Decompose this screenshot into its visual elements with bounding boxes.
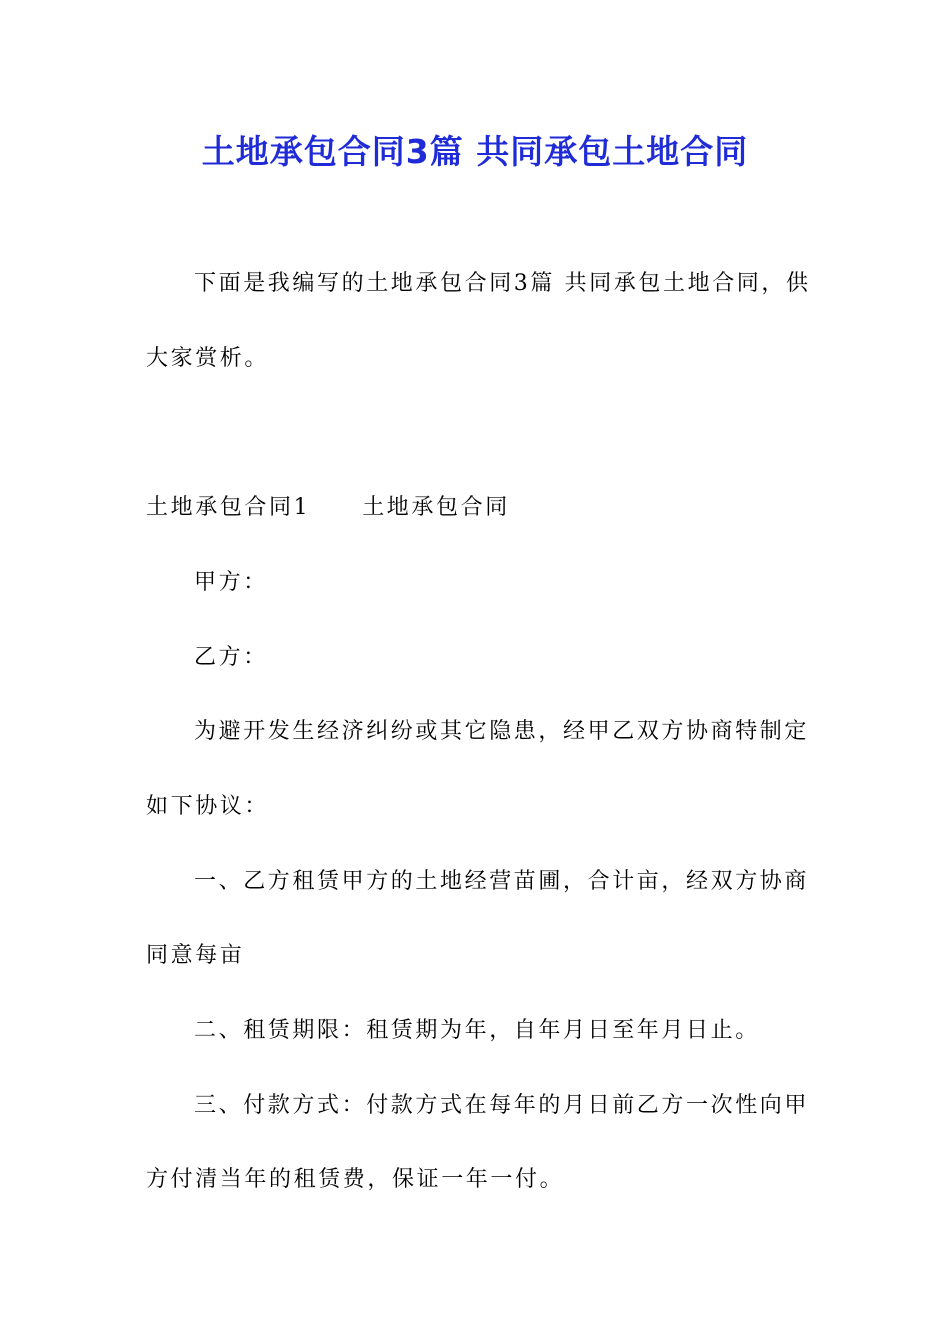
party-a-label: 甲方： (194, 570, 268, 595)
purpose-line-2: 如下协议： (146, 794, 270, 819)
party-b-label: 乙方： (194, 645, 268, 670)
clause-2-line-1: 二、租赁期限：租赁期为年，自年月日至年月日止。 (194, 1018, 760, 1043)
clause-3-line-2: 方付清当年的租赁费，保证一年一付。 (146, 1167, 565, 1192)
section-number-label: 土地承包合同1 (146, 495, 311, 520)
clause-1-line-2: 同意每亩 (146, 943, 245, 968)
section-heading (146, 492, 510, 524)
clause-3-line-1: 三、付款方式：付款方式在每年的月日前乙方一次性向甲 (194, 1093, 810, 1118)
section-name: 土地承包合同 (362, 495, 510, 520)
intro-line-1: 下面是我编写的土地承包合同3篇 共同承包土地合同，供 (194, 271, 811, 296)
intro-line-2: 大家赏析。 (146, 346, 270, 371)
purpose-line-1: 为避开发生经济纠纷或其它隐患，经甲乙双方协商特制定 (194, 719, 810, 744)
clause-1-line-1: 一、乙方租赁甲方的土地经营苗圃，合计亩，经双方协商 (194, 869, 810, 894)
document-title: 土地承包合同3篇 共同承包土地合同 (201, 132, 749, 171)
